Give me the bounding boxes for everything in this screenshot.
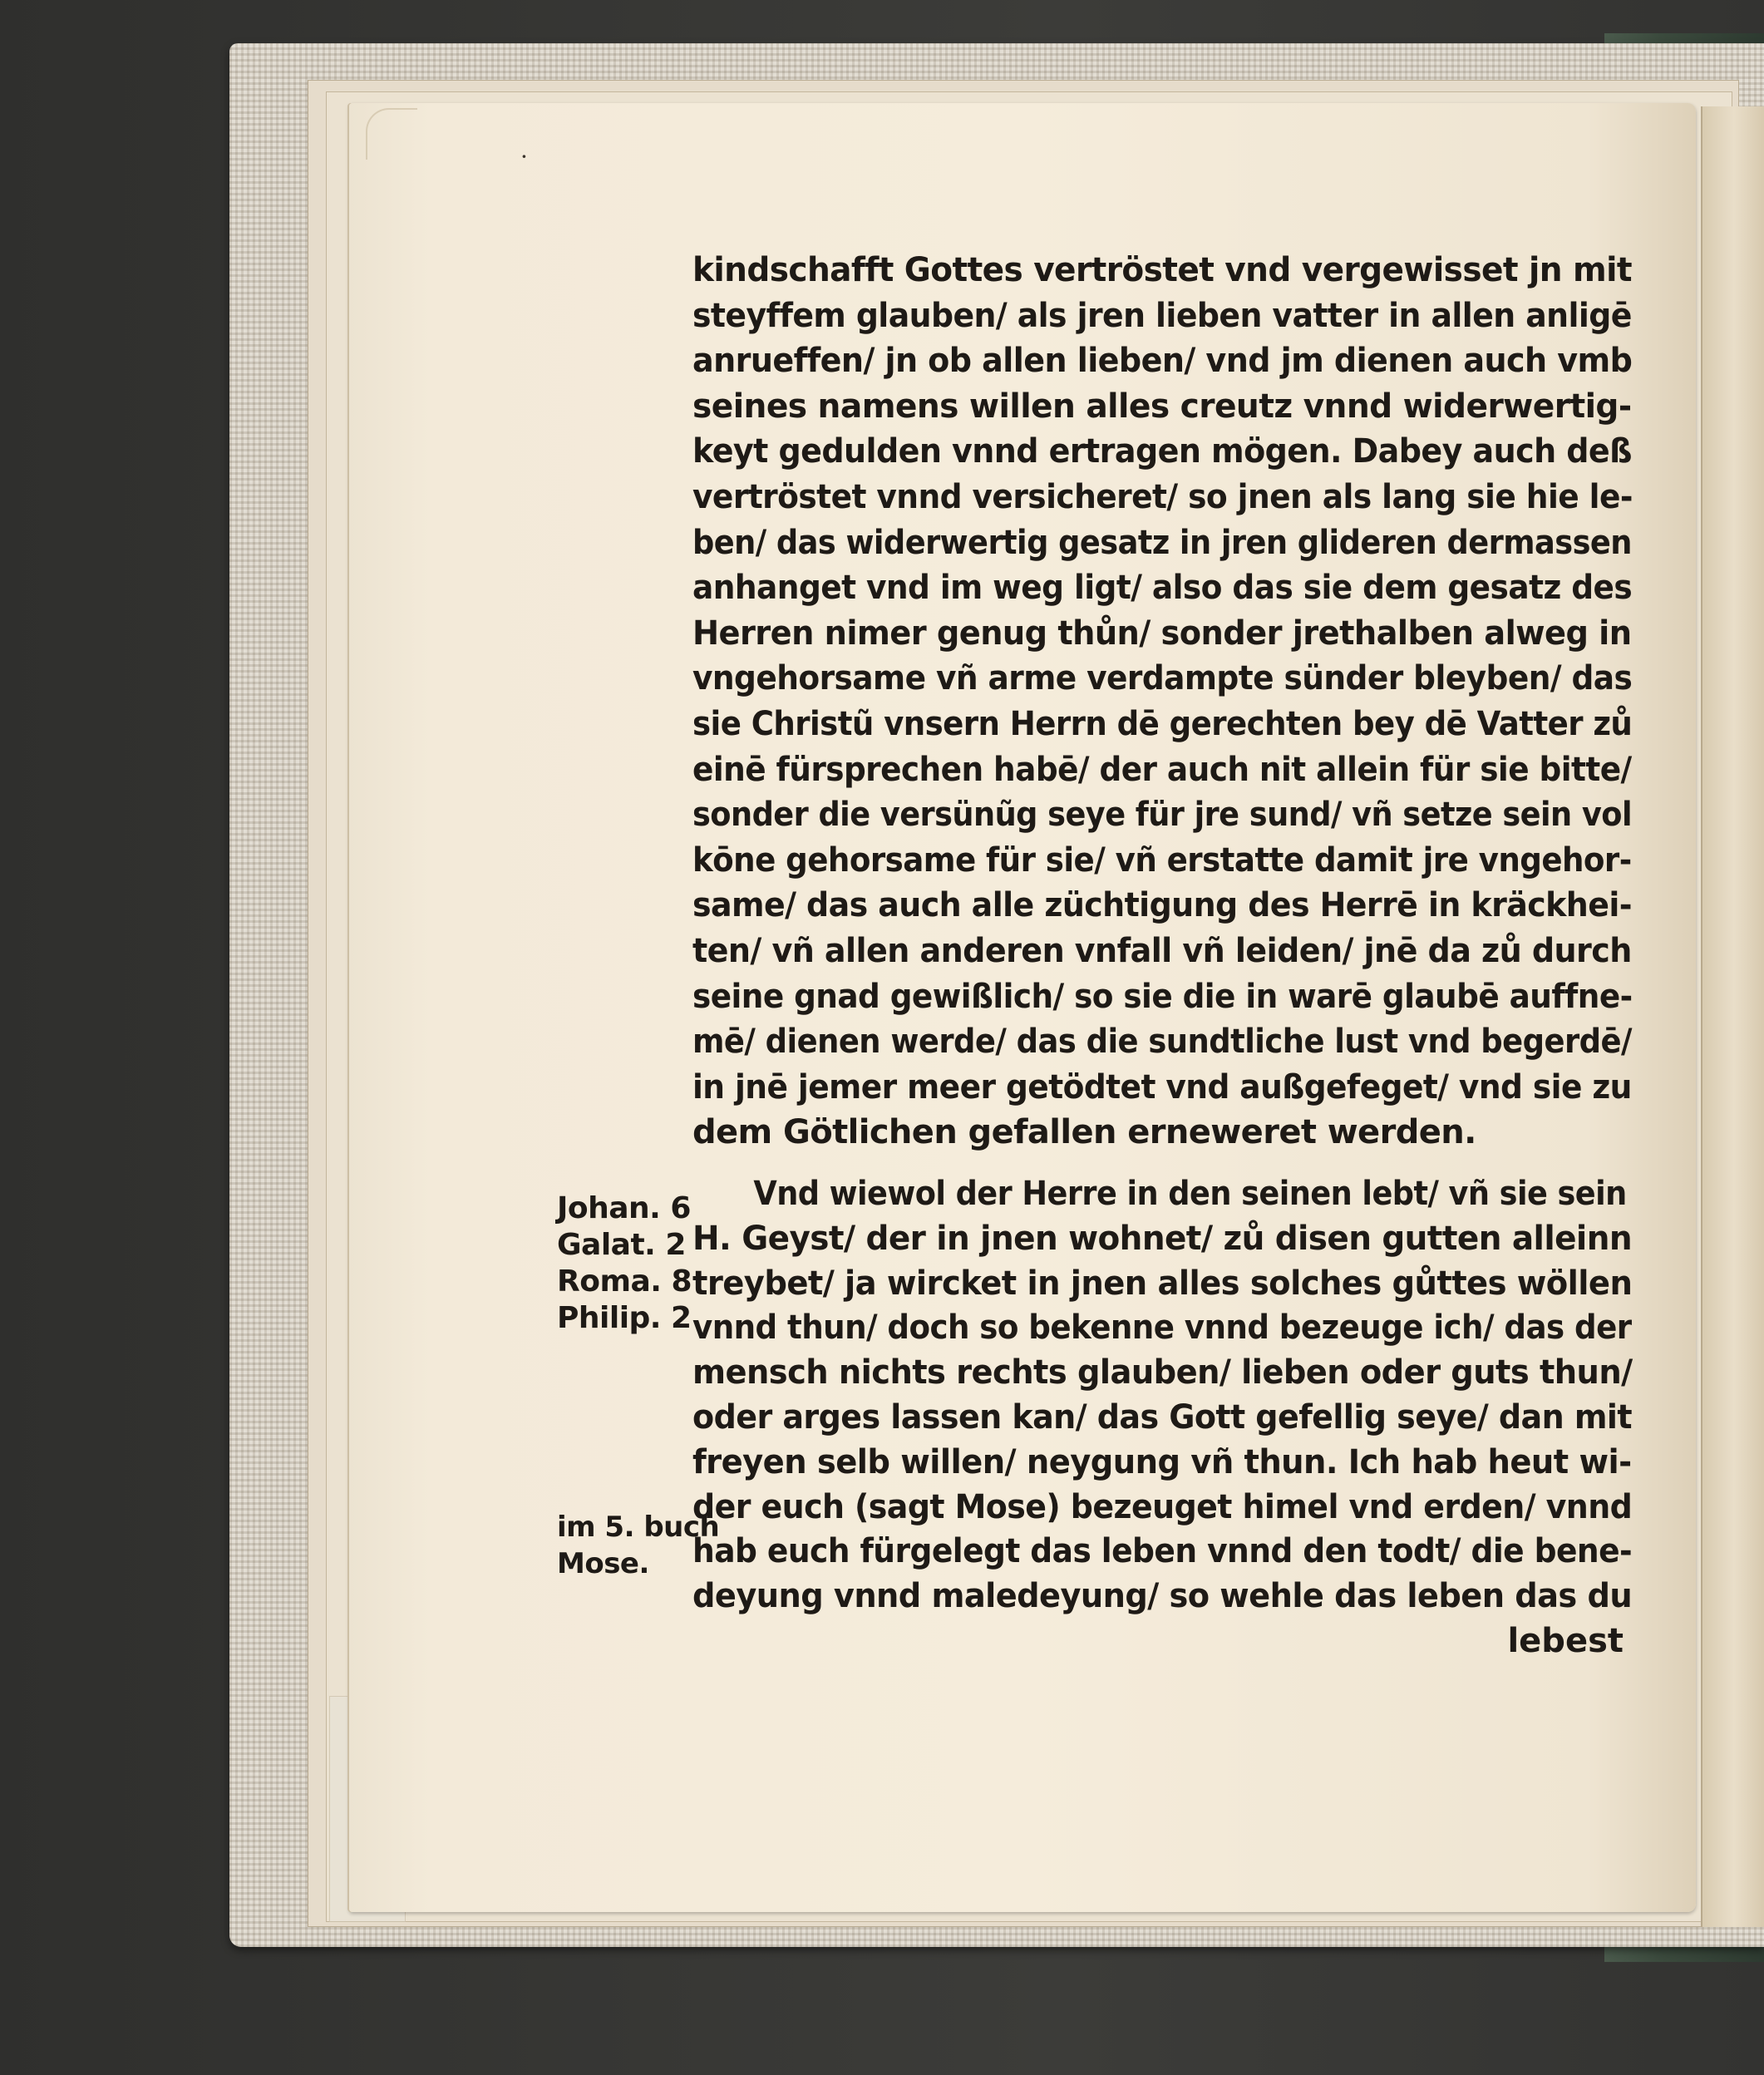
lines-part2-line: vnnd thun/ doch so bekenne vnnd bezeuge ich/ das der — [692, 1309, 1632, 1348]
lines-part2-line: freyen selb willen/ neygung vñ thun. Ich hab heut wi- — [692, 1442, 1632, 1481]
lines-part1-line: sie Christũ vnsern Herrn dē gerechten bey dē Vatter zů — [692, 704, 1633, 743]
lines-part2-line: der euch (sagt Mose) bezeuget himel vnd erden/ vnnd — [692, 1487, 1633, 1526]
lines-part1-line: Herren nimer genug thůn/ sonder jrethalben alweg in — [692, 614, 1632, 653]
lines-part1-line: seines namens willen alles creutz vnnd widerwertig- — [692, 387, 1632, 426]
main-text-block-1 — [692, 248, 1632, 1156]
catchword: lebest — [1507, 1621, 1624, 1660]
lines-part1-line: ben/ das widerwertig gesatz in jren glideren dermassen — [692, 523, 1632, 562]
margin-references-2 — [557, 1509, 720, 1582]
lines-part1-line: in jnē jemer meer getödtet vnd außgefeget/ vnd sie zu — [692, 1067, 1632, 1107]
margin-refs-2-line: im 5. buch — [557, 1511, 720, 1544]
main-text-block-2 — [692, 1172, 1632, 1664]
lines-part2-line: Vnd wiewol der Herre in den seinen lebt/ vñ sie sein — [753, 1175, 1627, 1213]
lines-part1-line: dem Götlichen gefallen erneweret werden. — [692, 1113, 1476, 1152]
lines-part2-line: deyung vnnd maledeyung/ so wehle das leben das du — [692, 1577, 1633, 1616]
margin-refs-2-line: Mose. — [557, 1547, 649, 1580]
lines-part1-line: anrueffen/ jn ob allen lieben/ vnd jm dienen auch vmb — [692, 342, 1633, 381]
margin-refs-1-line: Galat. 2 — [557, 1228, 686, 1262]
lines-part1-line: anhanget vnd im weg ligt/ also das sie dem gesatz des — [692, 569, 1633, 608]
lines-part1-line: ten/ vñ allen anderen vnfall vñ leiden/ jnē da zů durch — [692, 931, 1632, 970]
margin-refs-1-line: Johan. 6 — [557, 1191, 691, 1225]
lines-part2-line: oder arges lassen kan/ das Gott gefellig seye/ dan mit — [692, 1397, 1632, 1437]
lines-part1-line: same/ das auch alle züchtigung des Herrē in kräckhei- — [692, 886, 1632, 925]
lines-part1-line: kōne gehorsame für sie/ vñ erstatte damit jre vngehor- — [692, 840, 1632, 880]
lines-part1-line: mē/ dienen werde/ das die sundtliche lust vnd begerdē/ — [692, 1023, 1632, 1062]
lines-part1-line: seine gnad gewißlich/ so sie die in warē glaubē auffne- — [692, 977, 1633, 1016]
lines-part1-line: kindschafft Gottes vertröstet vnd vergewisset jn mit — [692, 251, 1632, 289]
lines-part1-line: vngehorsame vñ arme verdampte sünder bleyben/ das — [692, 659, 1633, 698]
lines-part2-line: mensch nichts rechts glauben/ lieben oder guts thun/ — [692, 1353, 1633, 1392]
lines-part1-line: sonder die versünũg seye für jre sund/ vñ setze sein vol — [692, 796, 1632, 835]
margin-references-1 — [557, 1190, 698, 1337]
page-corner-crease — [366, 108, 417, 160]
lines-part2-line: H. Geyst/ der in jnen wohnet/ zů disen gutten alleinn — [692, 1219, 1633, 1258]
lines-part2-line: hab euch fürgelegt das leben vnnd den todt/ die bene- — [692, 1532, 1633, 1571]
margin-refs-1-line: Roma. 8 — [557, 1264, 692, 1299]
lines-part1-line: vertröstet vnnd versicheret/ so jnen als lang sie hie le- — [692, 477, 1633, 516]
lines-part1-line: keyt gedulden vnnd ertragen mögen. Dabey auch deß — [692, 432, 1632, 471]
margin-refs-1-line: Philip. 2 — [557, 1301, 692, 1335]
lines-part1-line: steyffem glauben/ als jren lieben vatter in allen anligē — [692, 296, 1632, 335]
facing-page-edge — [1701, 106, 1764, 1927]
lines-part2-line: treybet/ ja wircket in jnen alles solches gůttes wöllen — [692, 1264, 1633, 1303]
lines-part1-line: einē fürsprechen habē/ der auch nit allein für sie bitte/ — [692, 750, 1632, 789]
top-mark: · — [520, 143, 528, 170]
